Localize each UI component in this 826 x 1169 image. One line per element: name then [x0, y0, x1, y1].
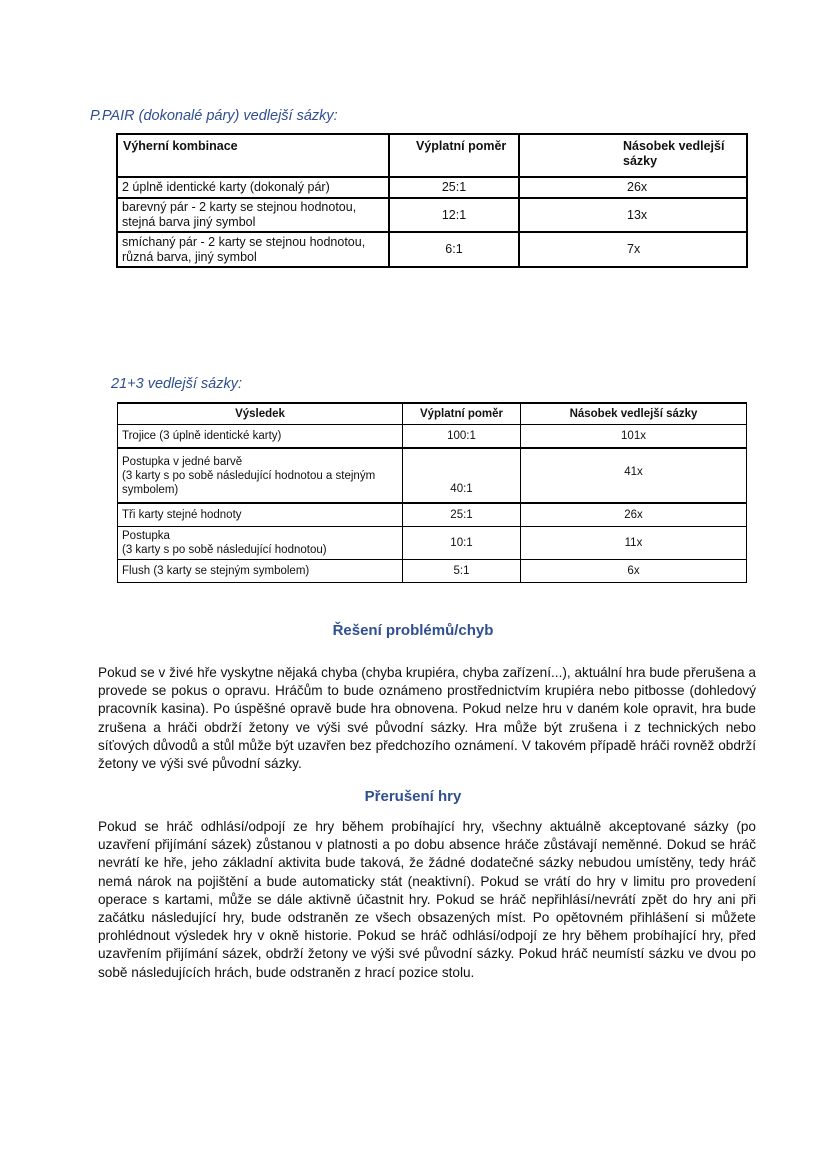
cell-payout: 100:1 — [403, 425, 521, 449]
cell-multiplier: 13x — [519, 198, 747, 232]
cell-multiplier: 26x — [519, 177, 747, 198]
cell-payout: 40:1 — [403, 448, 521, 503]
table-row — [118, 560, 747, 583]
interruption-heading: Přerušení hry — [364, 788, 462, 805]
cell-combination: 2 úplně identické karty (dokonalý pár) — [117, 177, 389, 198]
cell-multiplier: 7x — [519, 232, 747, 267]
side-213-payout-table — [117, 402, 747, 583]
cell-result — [118, 527, 403, 560]
header-payout: Výplatní poměr — [403, 403, 521, 425]
interruption-paragraph: Pokud se hráč odhlásí/odpojí ze hry během probíhající hry, všechny aktuálně akceptované sázky (po uzavření přijímání sázek) zůstanou v platnosti a po dobu absence hráče zůstávají neměnné. Dokud se hráč nevrátí ke hře, jeho základní aktivita bude taková, že žádné dodatečné sázky nebudou umístěny, tedy hráč nemá nárok na pojištění a bude automaticky stát (neaktivní). Pokud se vrátí do hry v limitu pro provedení operace s kartami, může se dále aktivně účastnit hry. Pokud se hráč nepřihlásí/nevrátí zpět do hry ani při začátku následující hry, bude odstraněn ze všech obsazených míst. Po opětovném přihlášení si můžete prohlédnout výsledek hry v okně historie. Pokud se hráč odhlásí/odpojí ze hry během probíhající hry, před uzavřením přijímání sázek, obdrží žetony ve výši své původní sázky. Pokud hráč neumístí sázku ve dvou po sobě následujících hrách, bude odstraněn z hrací pozice stolu. — [98, 819, 756, 980]
cell-payout: 25:1 — [389, 177, 519, 198]
cell-result: Tři karty stejné hodnoty — [118, 503, 403, 527]
cell-multiplier: 11x — [521, 527, 747, 560]
header-payout: Výplatní poměr — [389, 134, 519, 177]
cell-result-title: Postupka v jedné barvě — [122, 455, 243, 468]
table-row — [118, 448, 747, 503]
troubleshooting-paragraph: Pokud se v živé hře vyskytne nějaká chyba (chyba krupiéra, chyba zařízení...), aktuální hra bude přerušena a provede se pokus o opravu. Hráčům to bude oznámeno prostřednictvím krupiéra nebo pitbosse (dohledový pracovník kasina). Po úspěšné opravě bude hra obnovena. Pokud nelze hru v daném kole opravit, hra bude zrušena a hráči obdrží žetony ve výši své původní sázky. Hra může být zrušena i z technických nebo síťových důvodů a stůl může být uzavřen bez předchozího oznámení. V takovém případě hráči rovněž obdrží žetony ve výši své původní sázky. — [98, 665, 756, 772]
cell-multiplier: 101x — [521, 425, 747, 449]
cell-result-detail: (3 karty s po sobě následující hodnotou) — [122, 544, 327, 556]
table-row — [118, 425, 747, 449]
header-multiplier: Násobek vedlejší sázky — [519, 134, 747, 177]
table-row — [118, 527, 747, 560]
cell-combination: smíchaný pár - 2 karty se stejnou hodnotou, různá barva, jiný symbol — [117, 232, 389, 267]
pair-payout-table — [116, 133, 748, 268]
side-213-caption: 21+3 vedlejší sázky: — [111, 376, 242, 392]
troubleshooting-heading: Řešení problémů/chyb — [332, 622, 494, 639]
cell-result: Flush (3 karty se stejným symbolem) — [118, 560, 403, 583]
table-row — [117, 177, 747, 198]
cell-payout: 5:1 — [403, 560, 521, 583]
cell-combination: barevný pár - 2 karty se stejnou hodnotou, stejná barva jiný symbol — [117, 198, 389, 232]
cell-result-title: Postupka — [122, 530, 170, 542]
cell-payout: 6:1 — [389, 232, 519, 267]
cell-multiplier: 6x — [521, 560, 747, 583]
table-header-row — [118, 403, 747, 425]
table-row — [117, 198, 747, 232]
header-result: Výsledek — [118, 403, 403, 425]
table-header-row — [117, 134, 747, 177]
cell-result-detail: (3 karty s po sobě následující hodnotou a stejným symbolem) — [122, 469, 376, 496]
table-row — [118, 503, 747, 527]
cell-payout: 12:1 — [389, 198, 519, 232]
cell-payout: 25:1 — [403, 503, 521, 527]
pair-caption: P.PAIR (dokonalé páry) vedlejší sázky: — [90, 108, 338, 124]
cell-multiplier: 41x — [521, 448, 747, 503]
table-row — [117, 232, 747, 267]
header-multiplier: Násobek vedlejší sázky — [521, 403, 747, 425]
cell-multiplier: 26x — [521, 503, 747, 527]
header-combination: Výherní kombinace — [117, 134, 389, 177]
cell-payout: 10:1 — [403, 527, 521, 560]
cell-result: Trojice (3 úplně identické karty) — [118, 425, 403, 449]
cell-result — [118, 448, 403, 503]
